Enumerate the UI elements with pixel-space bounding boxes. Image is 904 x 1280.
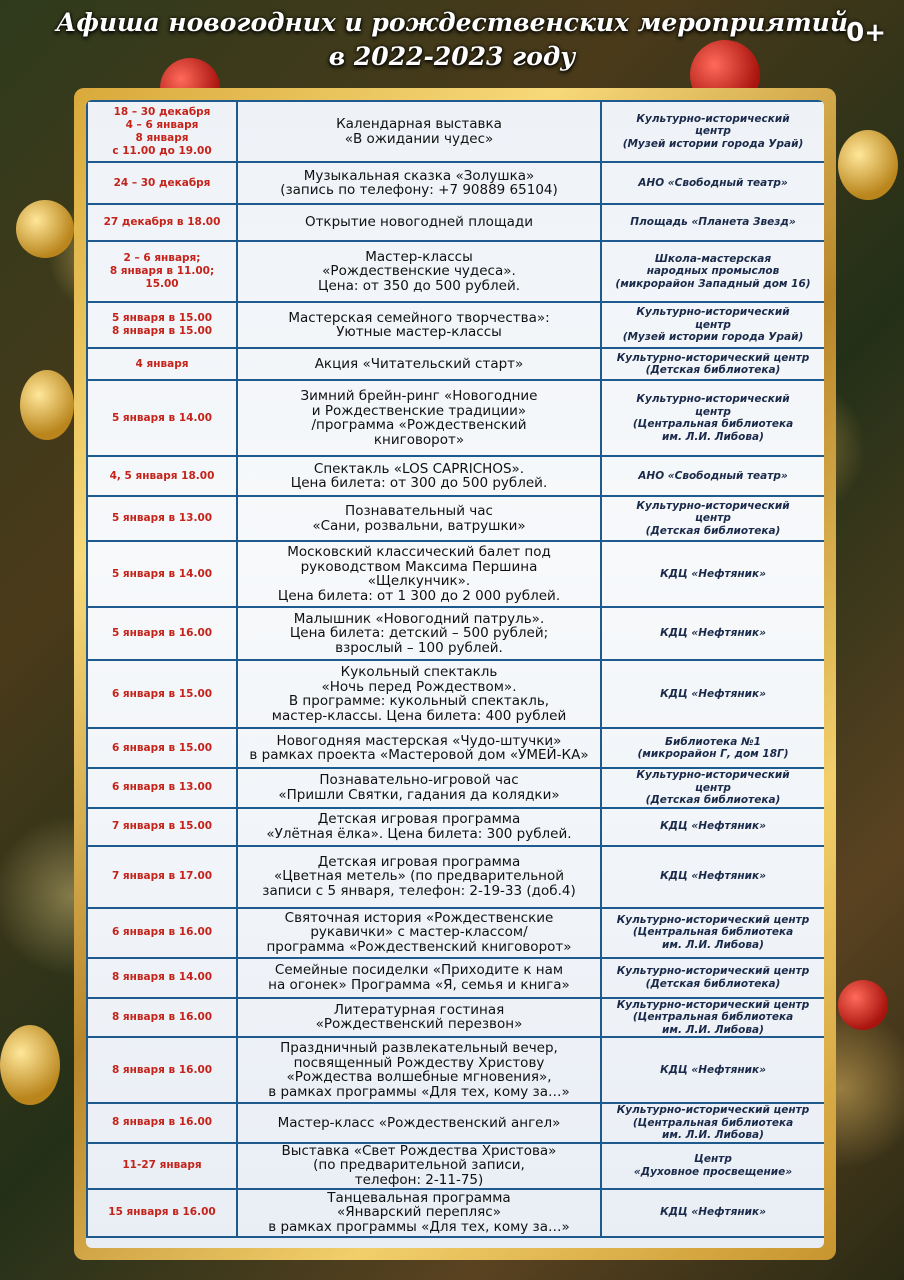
place-line: им. Л.И. Либова) (662, 1129, 764, 1141)
date-line: 4 января (135, 357, 189, 370)
event-line: Святочная история «Рождественские (284, 909, 554, 926)
event-place-cell (601, 241, 824, 302)
event-line: Познавательный час (345, 503, 493, 519)
event-line: в рамках программы «Для тех, кому за…» (268, 1218, 570, 1235)
date-line: 2 – 6 января; (123, 252, 201, 264)
event-place-cell (601, 162, 824, 204)
table-row (87, 241, 824, 302)
event-title-cell (237, 204, 601, 241)
event-line: «Ночь перед Рождеством». (321, 678, 517, 695)
table-row (87, 162, 824, 204)
date-line: 6 января в 15.00 (111, 687, 213, 700)
event-line: (запись по телефону: +7 90889 65104) (280, 182, 558, 198)
event-title-cell (237, 660, 601, 728)
event-date-cell (87, 541, 237, 607)
age-rating-badge: 0+ (846, 18, 886, 48)
event-line: Мастерская семейного творчества»: (288, 309, 550, 326)
events-table (86, 100, 824, 1238)
event-line: Детская игровая программа (317, 853, 521, 870)
event-place-cell (601, 204, 824, 241)
event-date-cell (87, 101, 237, 162)
date-line: 6 января в 16.00 (111, 926, 213, 938)
date-line: 11-27 января (122, 1159, 202, 1171)
place-line: КДЦ «Нефтяник» (660, 1063, 766, 1076)
event-title-cell (237, 101, 601, 162)
event-line: Зимний брейн-ринг «Новогодние (300, 388, 538, 404)
event-place-cell (601, 728, 824, 768)
event-line: В программе: кукольный спектакль, (288, 693, 550, 709)
table-row (87, 660, 824, 728)
event-title-cell (237, 380, 601, 456)
event-line: Мастер-класс «Рождественский ангел» (277, 1114, 561, 1131)
table-row (87, 998, 824, 1038)
event-place-cell (601, 496, 824, 541)
title-line-1: Афиша новогодних и рождественских мероприятий (55, 8, 849, 37)
event-title-cell (237, 908, 601, 958)
event-line: на огонек» Программа «Я, семья и книга» (268, 976, 570, 993)
place-line: народных промыслов (646, 265, 780, 278)
place-line: центр (695, 125, 731, 138)
event-date-cell (87, 1103, 237, 1143)
event-line: «Январский перепляс» (337, 1204, 501, 1221)
event-line: /программа «Рождественский (311, 417, 527, 433)
table-row (87, 908, 824, 958)
place-line: Культурно-исторический (636, 393, 790, 405)
event-title-cell (237, 162, 601, 204)
place-line: КДЦ «Нефтяник» (660, 687, 766, 700)
table-row (87, 607, 824, 660)
place-line: (микрорайон Западный дом 16) (615, 277, 811, 290)
events-board (86, 100, 824, 1248)
place-line: Культурно-исторический (636, 769, 790, 781)
date-line: 8 января в 14.00 (111, 971, 213, 983)
place-line: Библиотека №1 (665, 735, 761, 748)
ornament-gold (0, 1025, 60, 1105)
table-row (87, 101, 824, 162)
event-title-cell (237, 998, 601, 1038)
event-line: Семейные посиделки «Приходите к нам (274, 962, 564, 978)
event-date-cell (87, 1037, 237, 1103)
event-line: программа «Рождественский книговорот» (266, 938, 572, 955)
place-line: Культурно-исторический (636, 306, 790, 319)
place-line: (Центральная библиотека (632, 926, 794, 939)
event-line: Кукольный спектакль (340, 664, 498, 680)
event-place-cell (601, 958, 824, 998)
date-line: 5 января в 14.00 (111, 411, 213, 424)
event-title-cell (237, 241, 601, 302)
event-line: «Улётная ёлка». Цена билета: 300 рублей. (266, 825, 572, 842)
event-line: взрослый – 100 рублей. (335, 639, 503, 656)
event-line: Открытие новогодней площади (304, 214, 534, 231)
event-line: Цена билета: от 300 до 500 рублей. (290, 475, 548, 491)
place-line: им. Л.И. Либова) (662, 1023, 764, 1036)
event-line: Цена: от 350 до 500 рублей. (317, 277, 521, 294)
event-date-cell (87, 768, 237, 808)
event-line: Детская игровая программа (317, 811, 521, 827)
event-line: Праздничный развлекательный вечер, (280, 1040, 558, 1056)
table-row (87, 846, 824, 908)
date-line: 5 января в 13.00 (111, 512, 213, 524)
event-line: «Рождественский перезвон» (315, 1016, 523, 1033)
event-title-cell (237, 1143, 601, 1189)
date-line: 8 января в 16.00 (111, 1063, 213, 1076)
event-line: «Рождественские чудеса». (322, 263, 516, 280)
event-place-cell (601, 660, 824, 728)
event-date-cell (87, 302, 237, 348)
place-line: центр (695, 512, 731, 525)
place-line: Культурно-исторический центр (616, 1104, 810, 1116)
place-line: Культурно-исторический центр (616, 351, 810, 364)
date-line: 8 января в 16.00 (111, 1116, 213, 1129)
place-line: «Духовное просвещение» (633, 1165, 793, 1178)
table-row (87, 1143, 824, 1189)
date-line: 5 января в 14.00 (111, 567, 213, 580)
table-row (87, 808, 824, 846)
date-line: 5 января в 16.00 (111, 627, 213, 639)
event-date-cell (87, 348, 237, 380)
event-title-cell (237, 728, 601, 768)
event-line: книговорот» (373, 431, 465, 448)
date-line: 5 января в 15.00 (111, 312, 213, 324)
date-line: 4, 5 января 18.00 (109, 469, 215, 482)
event-line: в рамках программы «Для тех, кому за…» (268, 1083, 570, 1100)
event-line: «Сани, розвальни, ватрушки» (312, 517, 526, 534)
date-line: 27 декабря в 18.00 (103, 216, 221, 228)
event-line: Спектакль «LOS CAPRICHOS». (313, 460, 525, 477)
date-line: 8 января в 15.00 (111, 325, 213, 337)
event-place-cell (601, 456, 824, 496)
event-line: Новогодняя мастерская «Чудо-штучки» (276, 732, 562, 749)
date-line: 24 – 30 декабря (113, 176, 211, 189)
event-place-cell (601, 541, 824, 607)
ornament-red (838, 980, 888, 1030)
place-line: Культурно-исторический (636, 112, 790, 125)
event-date-cell (87, 808, 237, 846)
place-line: Культурно-исторический (636, 499, 790, 512)
place-line: (Детская библиотека) (645, 794, 781, 806)
event-title-cell (237, 846, 601, 908)
place-line: КДЦ «Нефтяник» (660, 1206, 766, 1219)
event-line: мастер-классы. Цена билета: 400 рублей (271, 707, 567, 724)
table-row (87, 1103, 824, 1143)
place-line: (Детская библиотека) (645, 364, 781, 376)
event-date-cell (87, 1189, 237, 1237)
event-line: Цена билета: от 1 300 до 2 000 рублей. (277, 587, 561, 604)
event-place-cell (601, 808, 824, 846)
event-line: посвященный Рождеству Христову (293, 1054, 545, 1071)
event-line: телефон: 2-11-75) (354, 1171, 484, 1188)
event-line: «Рождества волшебные мгновения», (286, 1069, 552, 1085)
event-date-cell (87, 958, 237, 998)
place-line: Культурно-исторический центр (616, 965, 810, 977)
place-line: им. Л.И. Либова) (662, 430, 764, 443)
event-title-cell (237, 607, 601, 660)
event-date-cell (87, 241, 237, 302)
place-line: Площадь «Планета Звезд» (630, 216, 796, 229)
date-line: 18 – 30 декабря (113, 105, 211, 118)
event-place-cell (601, 846, 824, 908)
table-row (87, 496, 824, 541)
event-place-cell (601, 768, 824, 808)
table-row (87, 302, 824, 348)
event-line: Выставка «Свет Рождества Христова» (281, 1142, 557, 1159)
event-title-cell (237, 541, 601, 607)
event-date-cell (87, 660, 237, 728)
place-line: центр (695, 318, 731, 331)
table-row (87, 728, 824, 768)
event-line: Уютные мастер-классы (336, 324, 502, 340)
table-row (87, 204, 824, 241)
place-line: (Музей истории города Урай) (622, 331, 804, 344)
place-line: КДЦ «Нефтяник» (660, 567, 766, 580)
event-place-cell (601, 101, 824, 162)
table-row (87, 1037, 824, 1103)
event-place-cell (601, 998, 824, 1038)
event-place-cell (601, 908, 824, 958)
event-line: Мастер-классы (365, 248, 473, 265)
event-date-cell (87, 998, 237, 1038)
event-title-cell (237, 808, 601, 846)
event-date-cell (87, 846, 237, 908)
event-title-cell (237, 1189, 601, 1237)
event-place-cell (601, 1103, 824, 1143)
place-line: (Детская библиотека) (645, 977, 781, 990)
place-line: (Музей истории города Урай) (622, 137, 804, 150)
event-date-cell (87, 162, 237, 204)
event-date-cell (87, 496, 237, 541)
table-row (87, 456, 824, 496)
place-line: (Детская библиотека) (645, 524, 781, 537)
place-line: Школа-мастерская (654, 252, 772, 265)
date-line: 4 – 6 января (125, 118, 199, 131)
event-place-cell (601, 380, 824, 456)
date-line: 6 января в 15.00 (111, 741, 213, 754)
event-line: Музыкальная сказка «Золушка» (303, 167, 535, 184)
place-line: (Центральная библиотека (632, 1116, 794, 1129)
poster-title (0, 6, 904, 74)
place-line: АНО «Свободный театр» (638, 469, 788, 482)
event-line: «Цветная метель» (по предварительной (273, 868, 565, 885)
events-table-body (87, 101, 824, 1237)
event-line: «В ожидании чудес» (344, 130, 494, 147)
date-line: 8 января в 16.00 (111, 1010, 213, 1023)
table-row (87, 1189, 824, 1237)
event-date-cell (87, 607, 237, 660)
date-line: 8 января (135, 131, 189, 144)
place-line: (Центральная библиотека (632, 1011, 794, 1023)
event-title-cell (237, 1103, 601, 1143)
event-date-cell (87, 1143, 237, 1189)
ornament-gold (838, 130, 898, 200)
event-line: Календарная выставка (336, 116, 502, 132)
place-line: КДЦ «Нефтяник» (660, 870, 766, 883)
date-line: 15 января в 16.00 (108, 1206, 216, 1218)
event-title-cell (237, 348, 601, 380)
event-place-cell (601, 302, 824, 348)
table-row (87, 348, 824, 380)
place-line: Культурно-исторический центр (616, 913, 810, 926)
date-line: 8 января в 11.00; (109, 265, 215, 277)
ornament-gold (16, 200, 74, 258)
event-date-cell (87, 456, 237, 496)
event-line: Малышник «Новогодний патруль». (293, 610, 545, 627)
event-title-cell (237, 302, 601, 348)
event-line: «Пришли Святки, гадания да колядки» (278, 786, 560, 803)
event-line: Цена билета: детский – 500 рублей; (289, 625, 549, 642)
event-line: Познавательно-игровой час (319, 772, 519, 789)
event-line: рукавички» с мастер-классом/ (310, 924, 528, 941)
date-line: 15.00 (145, 278, 179, 290)
event-line: Акция «Читательский старт» (314, 355, 524, 372)
event-date-cell (87, 380, 237, 456)
event-title-cell (237, 958, 601, 998)
event-line: руководством Максима Першина (300, 558, 538, 575)
event-title-cell (237, 1037, 601, 1103)
event-line: (по предварительной записи, (313, 1157, 525, 1174)
title-line-2: в 2022-2023 году (328, 42, 576, 71)
place-line: АНО «Свободный театр» (638, 176, 788, 189)
event-line: Московский классический балет под (287, 544, 551, 560)
event-date-cell (87, 204, 237, 241)
event-place-cell (601, 1143, 824, 1189)
date-line: 7 января в 17.00 (111, 870, 213, 882)
event-date-cell (87, 728, 237, 768)
event-title-cell (237, 768, 601, 808)
date-line: 6 января в 13.00 (111, 781, 213, 794)
event-line: записи с 5 января, телефон: 2-19-33 (доб.4) (262, 882, 576, 899)
ornament-gold (20, 370, 74, 440)
event-place-cell (601, 607, 824, 660)
gold-frame (74, 88, 836, 1260)
place-line: центр (695, 405, 731, 418)
date-line: с 11.00 до 19.00 (112, 144, 212, 157)
date-line: 7 января в 15.00 (111, 820, 213, 832)
place-line: КДЦ «Нефтяник» (660, 820, 766, 833)
event-line: Танцевальная программа (327, 1189, 511, 1206)
place-line: (Центральная библиотека (632, 418, 794, 430)
event-place-cell (601, 1037, 824, 1103)
event-title-cell (237, 496, 601, 541)
table-row (87, 380, 824, 456)
table-row (87, 768, 824, 808)
event-place-cell (601, 1189, 824, 1237)
table-row (87, 958, 824, 998)
event-place-cell (601, 348, 824, 380)
event-date-cell (87, 908, 237, 958)
place-line: Центр (694, 1153, 732, 1165)
place-line: центр (695, 781, 731, 794)
place-line: Культурно-исторический центр (616, 998, 810, 1011)
event-line: и Рождественские традиции» (311, 402, 527, 419)
event-line: в рамках проекта «Мастеровой дом «УМЕЙ-КА» (249, 747, 589, 763)
event-line: «Щелкунчик». (367, 573, 471, 589)
place-line: им. Л.И. Либова) (662, 938, 764, 951)
event-title-cell (237, 456, 601, 496)
event-line: Литературная гостиная (333, 1001, 505, 1018)
place-line: КДЦ «Нефтяник» (660, 627, 766, 640)
table-row (87, 541, 824, 607)
place-line: (микрорайон Г, дом 18Г) (637, 748, 789, 760)
